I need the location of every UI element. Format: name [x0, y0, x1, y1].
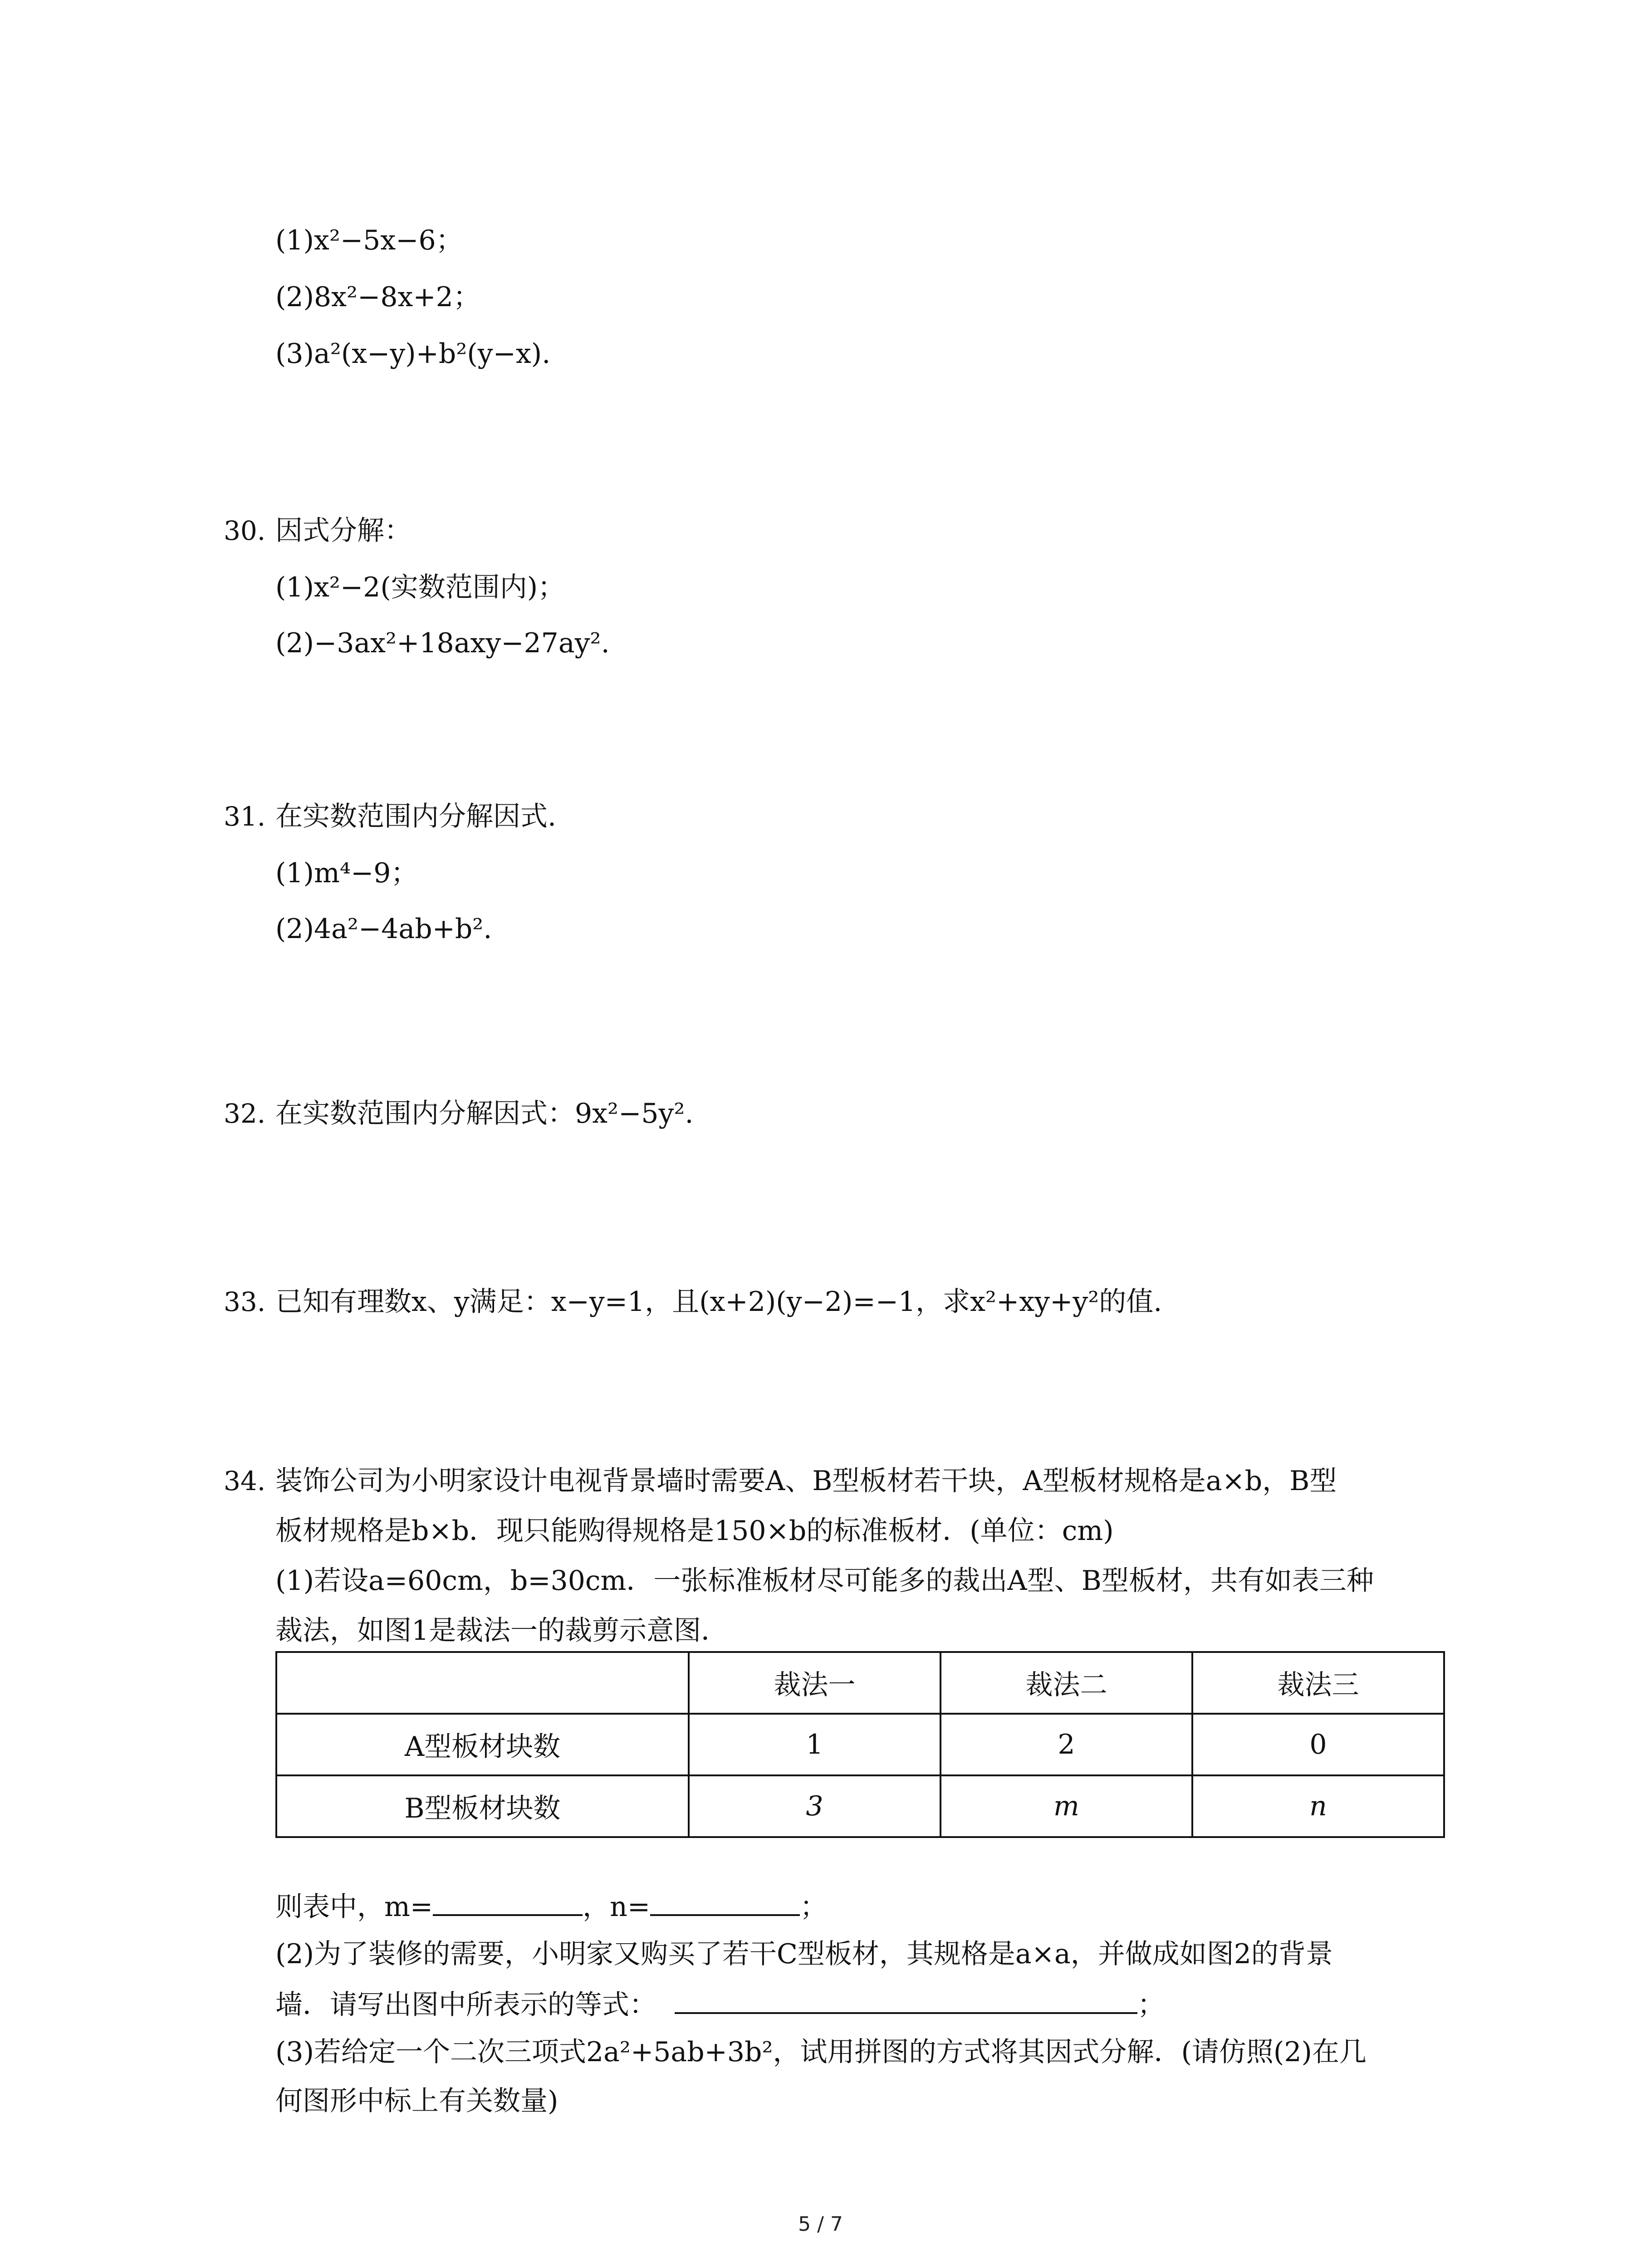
answer-blank-n[interactable] — [650, 1887, 800, 1916]
q34-number: 34. — [224, 1466, 266, 1496]
table-cell: 1 — [689, 1714, 941, 1775]
q30-stem: 因式分解： — [275, 515, 411, 547]
q34-part2-line1: (2)为了装修的需要，小明家又购买了若干C型板材，其规格是a×a，并做成如图2的背景 — [275, 1938, 1333, 1970]
page-number: 5 / 7 — [798, 2213, 843, 2236]
table-header-cell — [276, 1652, 689, 1714]
prev-item-2: (2)8x²−8x+2； — [275, 281, 480, 313]
q30-number: 30. — [224, 515, 266, 546]
part2-end: ； — [1137, 1989, 1165, 2021]
q31-item-1: (1)m⁴−9； — [275, 857, 418, 889]
table-header-cell: 裁法二 — [941, 1652, 1192, 1714]
prev-item-3: (3)a²(x−y)+b²(y−x). — [275, 338, 551, 370]
q31-number: 31. — [224, 801, 266, 832]
table-cell: 2 — [941, 1714, 1192, 1775]
table-cell: 0 — [1192, 1714, 1444, 1775]
table-header-cell: 裁法三 — [1192, 1652, 1444, 1714]
table-row — [276, 1714, 1444, 1775]
q34-part3-line2: 何图形中标上有关数量) — [275, 2085, 558, 2117]
table-cell: n — [1192, 1775, 1444, 1837]
table-cell: m — [941, 1775, 1192, 1837]
q31-item-2: (2)4a²−4ab+b². — [275, 913, 492, 945]
q34-fill-line — [275, 1887, 827, 1925]
q33-stem: 已知有理数x、y满足：x−y=1，且(x+2)(y−2)=−1，求x²+xy+y²的值. — [275, 1286, 1162, 1318]
q34-part2-line2 — [275, 1985, 1165, 2023]
fill-m-label: 则表中，m= — [275, 1891, 433, 1923]
q30-item-2: (2)−3ax²+18axy−27ay². — [275, 627, 610, 659]
table-row — [276, 1775, 1444, 1837]
table-header-cell: 裁法一 — [689, 1652, 941, 1714]
table-cell: 3 — [689, 1775, 941, 1837]
q34-part3-line1: (3)若给定一个二次三项式2a²+5ab+3b²，试用拼图的方式将其因式分解．(请仿照(2)在几 — [275, 2036, 1367, 2068]
fill-n-label: ，n= — [583, 1891, 651, 1923]
q32-stem: 在实数范围内分解因式：9x²−5y². — [275, 1098, 694, 1129]
answer-blank-equation[interactable] — [675, 1985, 1137, 2014]
prev-item-1: (1)x²−5x−6； — [275, 225, 463, 256]
q30-item-1: (1)x²−2(实数范围内)； — [275, 572, 565, 603]
q31-stem: 在实数范围内分解因式. — [275, 801, 557, 832]
part2-prompt: 墙．请写出图中所表示的等式： — [275, 1989, 656, 2021]
fill-end: ； — [800, 1891, 828, 1923]
table-header-row — [276, 1652, 1444, 1714]
q34-stem-line1: 装饰公司为小明家设计电视背景墙时需要A、B型板材若干块，A型板材规格是a×b，B型 — [275, 1465, 1337, 1497]
q34-part1-line1: (1)若设a=60cm，b=30cm．一张标准板材尽可能多的裁出A型、B型板材，共有如表三种 — [275, 1565, 1374, 1597]
q32-number: 32. — [224, 1098, 266, 1129]
q33-number: 33. — [224, 1286, 266, 1317]
answer-blank-m[interactable] — [433, 1887, 583, 1916]
table-cell: A型板材块数 — [276, 1714, 689, 1775]
q34-part1-line2: 裁法，如图1是裁法一的裁剪示意图． — [275, 1615, 729, 1647]
q34-stem-line2: 板材规格是b×b．现只能购得规格是150×b的标准板材．(单位：cm) — [275, 1515, 1114, 1547]
table-cell: B型板材块数 — [276, 1775, 689, 1837]
cutting-table — [275, 1651, 1445, 1838]
